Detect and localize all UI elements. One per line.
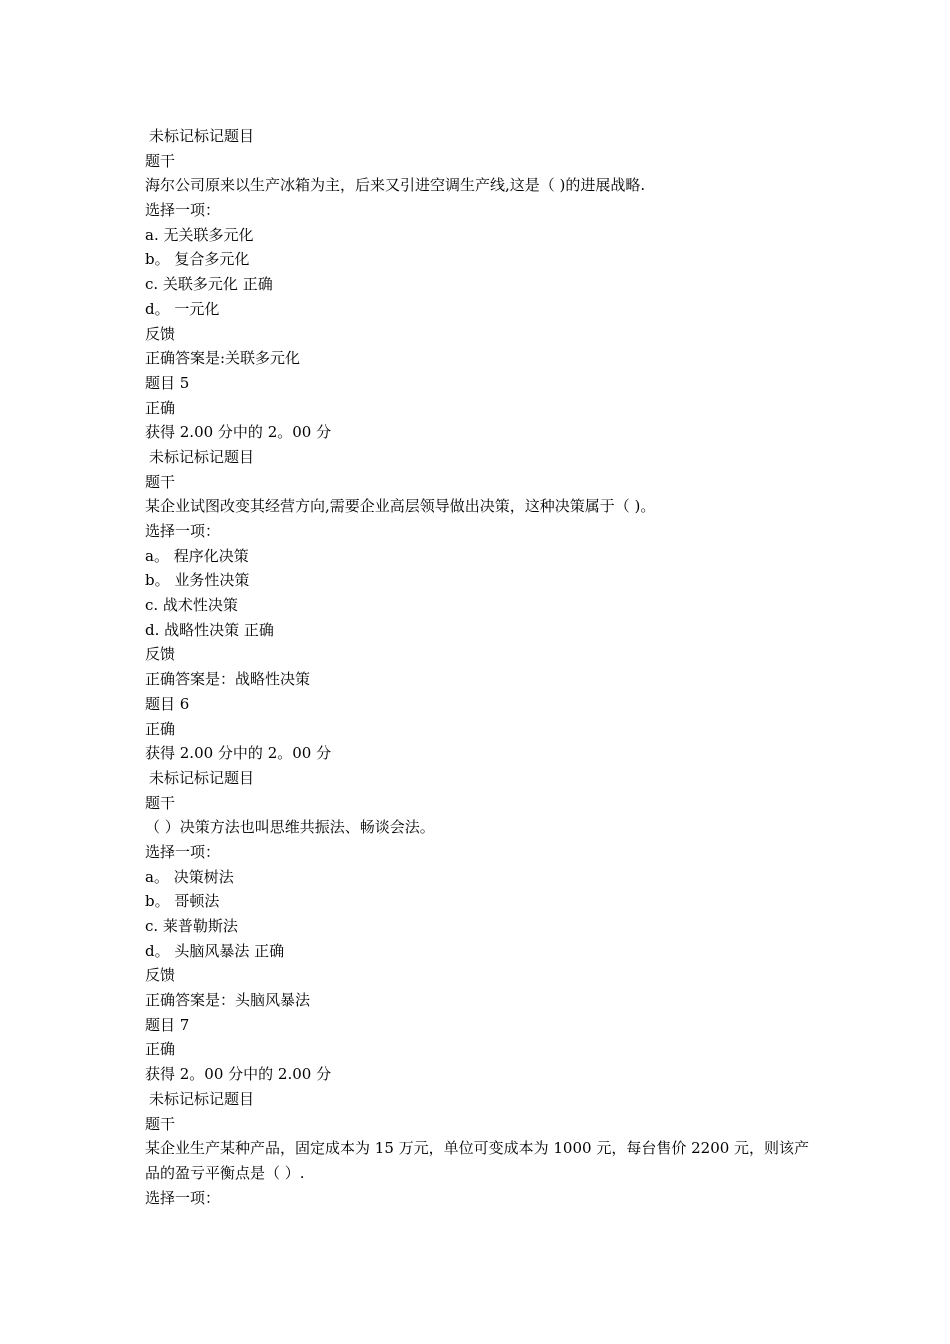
choose-one-label: 选择一项：: [145, 522, 221, 540]
question-score: 获得 2。00 分中的 2.00 分: [145, 1065, 332, 1084]
option-d[interactable]: d. 战略性决策 正确: [145, 620, 274, 639]
choose-one-label: 选择一项：: [145, 842, 221, 861]
flag-question-label[interactable]: 未标记标记题目: [149, 447, 255, 466]
feedback-label: 反馈: [145, 645, 176, 664]
question-status: 正确: [145, 719, 176, 738]
option-c[interactable]: c. 莱普勒斯法: [145, 917, 238, 935]
correct-answer-text: 正确答案是:关联多元化: [145, 349, 301, 368]
question-stem-label: 题干: [145, 472, 176, 491]
document-content: [145, 124, 815, 1210]
option-b[interactable]: b。 哥顿法: [145, 892, 220, 911]
option-a[interactable]: a。 决策树法: [145, 867, 234, 886]
correct-answer-text: 正确答案是：头脑风暴法: [145, 991, 311, 1010]
feedback-label: 反馈: [145, 966, 176, 985]
question-score: 获得 2.00 分中的 2。00 分: [145, 423, 332, 442]
option-b[interactable]: b。 业务性决策: [145, 571, 250, 590]
question-text: 某企业试图改变其经营方向,需要企业高层领导做出决策，这种决策属于（ )。: [145, 497, 656, 516]
question-stem-label: 题干: [145, 793, 176, 812]
option-a[interactable]: a. 无关联多元化: [145, 225, 254, 244]
correct-answer-text: 正确答案是：战略性决策: [145, 670, 311, 689]
choose-one-label: 选择一项：: [145, 1188, 221, 1207]
question-text: （ ）决策方法也叫思维共振法、畅谈会法。: [145, 818, 435, 837]
question-number: 题目 5: [145, 373, 190, 392]
question-status: 正确: [145, 398, 176, 417]
flag-question-label[interactable]: 未标记标记题目: [149, 1089, 255, 1108]
question-score: 获得 2.00 分中的 2。00 分: [145, 744, 332, 763]
question-stem-label: 题干: [145, 1114, 176, 1133]
option-d[interactable]: d。 头脑风暴法 正确: [145, 941, 285, 960]
feedback-label: 反馈: [145, 324, 176, 343]
option-a[interactable]: a。 程序化决策: [145, 546, 249, 565]
question-number: 题目 6: [145, 694, 190, 713]
question-status: 正确: [145, 1040, 176, 1059]
question-text: 某企业生产某种产品，固定成本为 15 万元，单位可变成本为 1000 元，每台售价 2200 元，则该产品的盈亏平衡点是（ ）.: [145, 1139, 810, 1182]
question-number: 题目 7: [145, 1015, 190, 1034]
option-d[interactable]: d。 一元化: [145, 299, 220, 318]
flag-question-label[interactable]: 未标记标记题目: [149, 127, 255, 145]
question-stem-label: 题干: [145, 151, 176, 170]
option-b[interactable]: b。 复合多元化: [145, 250, 250, 269]
flag-question-label[interactable]: 未标记标记题目: [149, 768, 255, 787]
option-c[interactable]: c. 战术性决策: [145, 596, 238, 615]
question-text: 海尔公司原来以生产冰箱为主，后来又引进空调生产线,这是（ )的进展战略.: [145, 176, 646, 195]
option-c[interactable]: c. 关联多元化 正确: [145, 275, 273, 294]
choose-one-label: 选择一项：: [145, 201, 221, 220]
